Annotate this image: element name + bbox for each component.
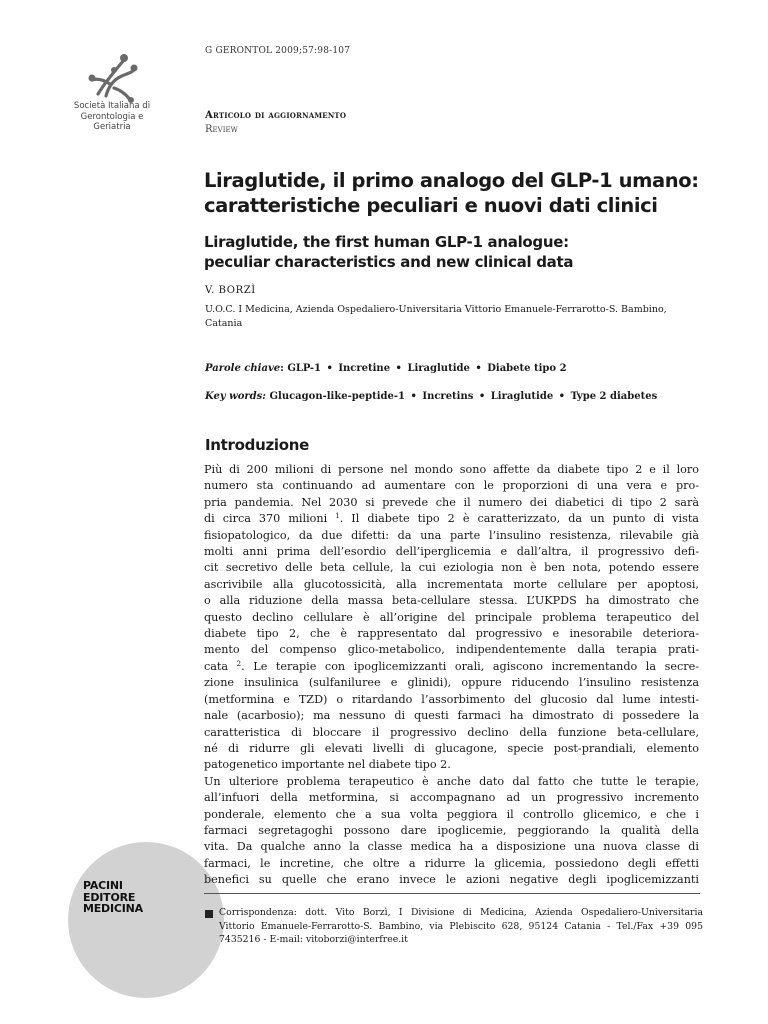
keyword-separator: • — [395, 363, 402, 374]
text-line: mento del compenso glico-metabolico, indipendentemente dalla terapia prati- — [204, 643, 699, 657]
society-line: Geriatria — [93, 122, 131, 132]
text-line: Più di 200 milioni di persone nel mondo sono affette da diabete tipo 2 e il loro — [204, 463, 699, 476]
keyword: GLP-1 — [287, 363, 321, 374]
publisher-line: EDITORE — [83, 890, 136, 904]
publisher-logo — [83, 880, 143, 915]
section-type: Review — [205, 124, 238, 135]
affiliation: U.O.C. I Medicina, Azienda Ospedaliero-Universitaria Vittorio Emanuele-Ferrarotto-S. Bambino, Catania — [205, 304, 667, 329]
text-line: zione insulinica (sulfaniluree e glinidi), oppure riducendo l’insulino resistenza — [204, 676, 699, 690]
text-line: ascrivibile alla glucotossicità, alla incrementata morte cellulare per apoptosi, — [204, 577, 699, 591]
correspondence — [219, 906, 703, 947]
keyword: Liraglutide — [407, 363, 470, 374]
society-line: Gerontologia e — [80, 111, 144, 122]
title-line: caratteristiche peculiari e nuovi dati clinici — [204, 194, 658, 217]
text-line: farmaci, le incretine, che oltre a ridurre la glicemia, possiedono degli effetti — [204, 856, 699, 870]
text-line: benefici su quelle che erano invece le azioni negative degli ipoglicemizzanti — [204, 873, 699, 887]
keyword-separator: • — [475, 363, 482, 374]
text-line: all’infuori della metformina, si accompagnano ad un progressivo incremento — [204, 791, 699, 805]
correspondence-line: 7435216 - E-mail: vitoborzi@interfree.it — [219, 934, 408, 946]
footnote-divider — [204, 893, 700, 894]
publisher-circle — [68, 842, 224, 998]
text-line: nale (acarbosio); ma nessuno di questi farmaci ha dimostrato di possedere la — [204, 709, 699, 723]
text-line: né di ridurre gli elevati livelli di glucagone, specie post-prandiali, elemento — [204, 741, 699, 755]
society-logo-icon — [84, 50, 140, 104]
author: V. BORZÌ — [205, 285, 256, 296]
keyword: Incretine — [338, 363, 391, 374]
text-line: farmaci segretagoghi possono dare ipoglicemie, peggiorando la qualità della — [204, 823, 699, 837]
text-fragment: Le terapie con ipoglicemizzanti orali, agiscono incrementando la secre- — [253, 659, 699, 673]
text-line: caratteristica di bloccare il progressivo declino della funzione beta-cellulare, — [204, 725, 699, 739]
keywords-italian: Parole chiave: GLP-1 • Incretine • Liraglutide • Diabete tipo 2 — [205, 363, 567, 374]
text-line-with-ref: cata $^2$. Le terapie con ipoglicemizzanti orali, agiscono incrementando la secre- — [204, 659, 699, 673]
text-line: molti anni prima dell’esordio dell’iperglicemia e dall’altra, il progressivo defi- — [204, 545, 699, 559]
text-line: cit secretivo delle beta cellule, la cui eziologia non è ben nota, potendo essere — [204, 561, 699, 575]
keywords-label: Key words: — [205, 391, 266, 402]
text-line: pria pandemia. Nel 2030 si prevede che il numero dei diabetici di tipo 2 sarà — [204, 495, 699, 509]
section-heading: Introduzione — [205, 436, 309, 454]
society-line: Società Italiana di — [73, 101, 151, 111]
text-line: Un ulteriore problema terapeutico è anche dato dal fatto che tutte le terapie, — [204, 774, 699, 788]
citation-ref: 1 — [335, 512, 340, 521]
text-line: ponderale, elemento che a sua volta peggiora il controllo glicemico, e che i — [204, 807, 699, 821]
text-fragment: cata — [204, 659, 229, 673]
square-bullet-icon — [205, 910, 213, 918]
keyword: Glucagon-like-peptide-1 — [269, 391, 406, 402]
correspondence-line: Corrispondenza: dott. Vito Borzì, I Divisione di Medicina, Azienda Ospedaliero-Universitaria — [219, 907, 703, 918]
text-line: patogenetico importante nel diabete tipo 2. — [204, 758, 451, 772]
text-fragment: Il diabete tipo 2 è caratterizzato, da un punto di vista — [351, 512, 699, 526]
journal-citation: G GERONTOL 2009;57:98-107 — [205, 46, 351, 56]
text-line: numero sta continuando ad aumentare con le proporzioni di una vera e pro- — [204, 479, 699, 493]
publisher-line: MEDICINA — [83, 902, 143, 915]
body-text — [204, 462, 699, 889]
title-line: peculiar characteristics and new clinical data — [204, 253, 574, 271]
section-label: Articolo di aggiornamento — [205, 110, 347, 121]
keyword-separator: • — [478, 391, 486, 402]
keyword-separator: • — [326, 363, 333, 374]
text-line: diabete tipo 2, che è rappresentato dal progressivo e inesorabile deteriora- — [204, 627, 699, 641]
title-line: Liraglutide, the first human GLP-1 analogue: — [204, 233, 569, 251]
text-fragment: di circa 370 milioni — [204, 512, 328, 526]
text-line: questo declino cellulare è all’origine del principale problema terapeutico del — [204, 610, 699, 624]
keywords-label: Parole chiave — [205, 363, 281, 374]
title-line: Liraglutide, il primo analogo del GLP-1 umano: — [204, 169, 699, 192]
text-line: (metformina e TZD) o ritardando l’assorbimento del glucosio dal lume intesti- — [204, 692, 699, 706]
keyword: Type 2 diabetes — [570, 391, 658, 402]
correspondence-line: Vittorio Emanuele-Ferrarotto-S. Bambino, via Plebiscito 628, 95124 Catania - Tel./Fax +39 095 — [219, 920, 703, 932]
title-english — [204, 232, 724, 272]
title-italian — [204, 168, 724, 218]
keyword: Diabete tipo 2 — [487, 363, 567, 374]
keyword: Incretins — [422, 391, 474, 402]
text-line: fisiopatologico, da due difetti: da una parte l’insulino resistenza, rilevabile già — [204, 528, 699, 542]
keywords-english — [205, 391, 657, 402]
keyword-separator: • — [558, 391, 566, 402]
publisher-line: PACINI — [83, 879, 123, 892]
text-line: o alla riduzione della massa beta-cellulare stessa. L’UKPDS ha dimostrato che — [204, 594, 699, 608]
keyword-separator: • — [410, 391, 417, 402]
citation-ref: 2 — [236, 659, 242, 668]
text-line-with-ref: di circa 370 milioni $^1$. Il diabete tipo 2 è caratterizzato, da un punto di vista — [204, 512, 699, 526]
text-line: vita. Da qualche anno la classe medica ha a disposizione una nuova classe di — [204, 840, 699, 854]
keyword: Liraglutide — [490, 391, 554, 402]
society-name — [50, 101, 174, 133]
